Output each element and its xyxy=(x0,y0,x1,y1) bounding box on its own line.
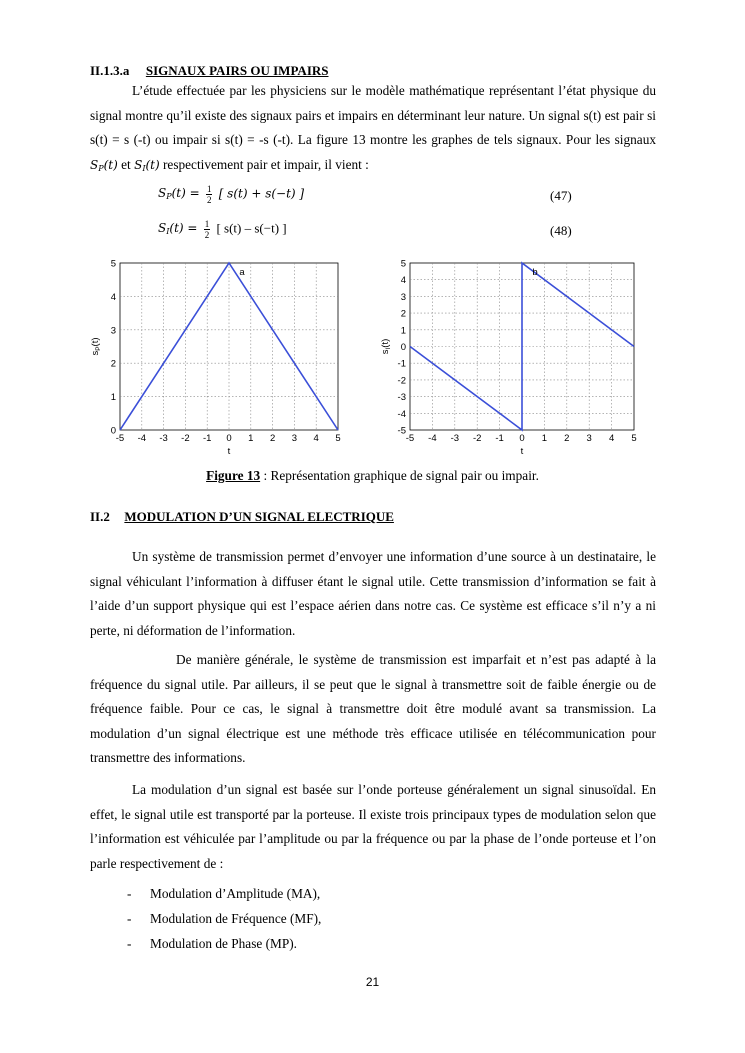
x-tick-label: -3 xyxy=(450,433,460,444)
section-number: II.1.3.a xyxy=(90,63,130,78)
y-tick-label: 0 xyxy=(110,425,116,437)
x-tick-label: 3 xyxy=(291,433,298,444)
y-tick-label: 3 xyxy=(400,291,406,303)
paragraph-2: De manière générale, le système de transmission est imparfait et n’est pas adapté à la fréquence du signal utile. Par ailleurs, il se peut que le signal à transmettre soit de faible énergie ou de fréquence faible. Pour ce cas, le signal à transmettre doit être modulé avant sa transmission. La modulation d’un signal électrique est une méthode très efficace utilisée en télécommunication pour transmettre des informations. xyxy=(90,652,656,765)
y-tick-label: 5 xyxy=(400,258,406,270)
list-item: - Modulation de Fréquence (MF), xyxy=(127,911,322,926)
x-tick-label: 3 xyxy=(586,433,592,444)
figure-label: Figure 13 xyxy=(206,468,261,483)
x-tick-label: 0 xyxy=(226,433,232,444)
conj-text: et xyxy=(121,156,131,172)
x-tick-label: 1 xyxy=(248,433,254,444)
x-tick-label: -2 xyxy=(181,433,190,444)
y-tick-label: 4 xyxy=(400,275,406,287)
intro-paragraph xyxy=(90,79,656,181)
page-number: 21 xyxy=(365,975,380,989)
y-tick-label: -3 xyxy=(397,392,406,404)
x-axis-label: t xyxy=(520,446,524,457)
equation-48: $S_I(t)$ = $\frac{1}{2}$ [ s(t) – s(−t) ] xyxy=(158,219,287,240)
figure-caption-text: : Représentation graphique de signal pair ou impair. xyxy=(260,468,539,483)
sp-symbol: $S_P(t)$ xyxy=(90,157,118,173)
y-tick-label: 1 xyxy=(400,325,406,337)
y-tick-label: -1 xyxy=(397,358,406,370)
si-symbol: $S_I(t)$ xyxy=(134,157,160,173)
x-tick-label: 2 xyxy=(269,433,276,444)
y-tick-label: 3 xyxy=(110,325,116,337)
x-tick-label: -4 xyxy=(428,433,437,444)
paragraph-3: La modulation d’un signal est basée sur l’onde porteuse généralement un signal sinusoïdal. En effet, le signal utile est transporté par la porteuse. Il existe trois principaux types de modulation selon que l’information est véhiculée par l’amplitude ou par la fréquence ou par la phase de l’onde porteuse et l’on parle respectivement de : xyxy=(90,782,656,871)
section-title: SIGNAUX PAIRS OU IMPAIRS xyxy=(145,63,329,78)
y-tick-label: 1 xyxy=(110,392,116,404)
x-tick-label: 1 xyxy=(541,433,548,444)
x-axis-label: t xyxy=(227,446,231,457)
x-tick-label: 4 xyxy=(313,433,319,444)
intro-tail: respectivement pair et impair, il vient : xyxy=(163,156,369,172)
y-axis-label: $s_I(t)$ xyxy=(380,338,392,355)
y-tick-label: 2 xyxy=(110,358,116,370)
equation-number-48: (48) xyxy=(550,223,572,238)
section-number: II.2 xyxy=(90,509,110,524)
y-tick-label: 4 xyxy=(110,291,116,303)
paragraph-1: Un système de transmission permet d’envoyer une information d’une source à un destinataire, le signal véhiculant l’information à diffuser étant le signal utile. Cette transmission d’information se fait à l’aide d’un support physique qui est l’espace aérien dans notre cas. Ce système est efficace s’il n’y a ni perte, ni déformation de l’information. xyxy=(90,549,656,638)
chart-odd-signal xyxy=(380,250,645,460)
x-tick-label: -1 xyxy=(202,433,212,444)
section-title: MODULATION D’UN SIGNAL ELECTRIQUE xyxy=(124,509,394,524)
x-tick-label: -4 xyxy=(137,433,147,444)
y-tick-label: 5 xyxy=(110,258,116,270)
y-tick-label: 0 xyxy=(400,342,406,353)
y-axis-label: $s_P(t)$ xyxy=(90,337,102,356)
y-tick-label: -4 xyxy=(397,408,406,420)
x-tick-label: 4 xyxy=(608,433,615,444)
x-tick-label: -3 xyxy=(159,433,168,444)
x-tick-label: 5 xyxy=(335,433,341,444)
x-tick-label: -2 xyxy=(472,433,482,444)
intro-text: L’étude effectuée par les physiciens sur le modèle mathématique représentant l’état physique du signal montre qu’il existe des signaux pairs et impairs en déterminant leur nature. Un signal s(t) est pair si s(t) = s (-t) ou impair si s(t) = -s (-t). La figure 13 montre les graphes de tels signaux. Pour les signaux xyxy=(90,83,656,147)
fraction: $\frac{1}{2}$ xyxy=(206,184,212,205)
list-item: - Modulation de Phase (MP). xyxy=(127,936,297,951)
list-item: - Modulation d’Amplitude (MA), xyxy=(127,886,321,901)
x-tick-label: 0 xyxy=(519,433,525,444)
x-tick-label: -5 xyxy=(115,433,125,444)
chart-even-signal xyxy=(90,250,350,460)
x-tick-label: -5 xyxy=(405,433,415,444)
figure-caption xyxy=(0,468,745,484)
y-tick-label: 2 xyxy=(400,308,406,320)
y-tick-label: -2 xyxy=(397,375,406,387)
equation-47: $S_P(t)$ = $\frac{1}{2}$ [ s(t) + s(−t) ] xyxy=(158,184,305,205)
equation-number-47: (47) xyxy=(550,188,572,203)
section-heading xyxy=(90,63,329,79)
y-tick-label: -5 xyxy=(397,425,406,437)
x-tick-label: 2 xyxy=(564,433,570,444)
fraction: $\frac{1}{2}$ xyxy=(204,219,210,240)
x-tick-label: 5 xyxy=(631,433,637,444)
chart-title-label: b xyxy=(532,267,538,278)
x-tick-label: -1 xyxy=(495,433,504,444)
section-heading-2 xyxy=(90,509,394,525)
chart-title-label: a xyxy=(239,267,245,278)
